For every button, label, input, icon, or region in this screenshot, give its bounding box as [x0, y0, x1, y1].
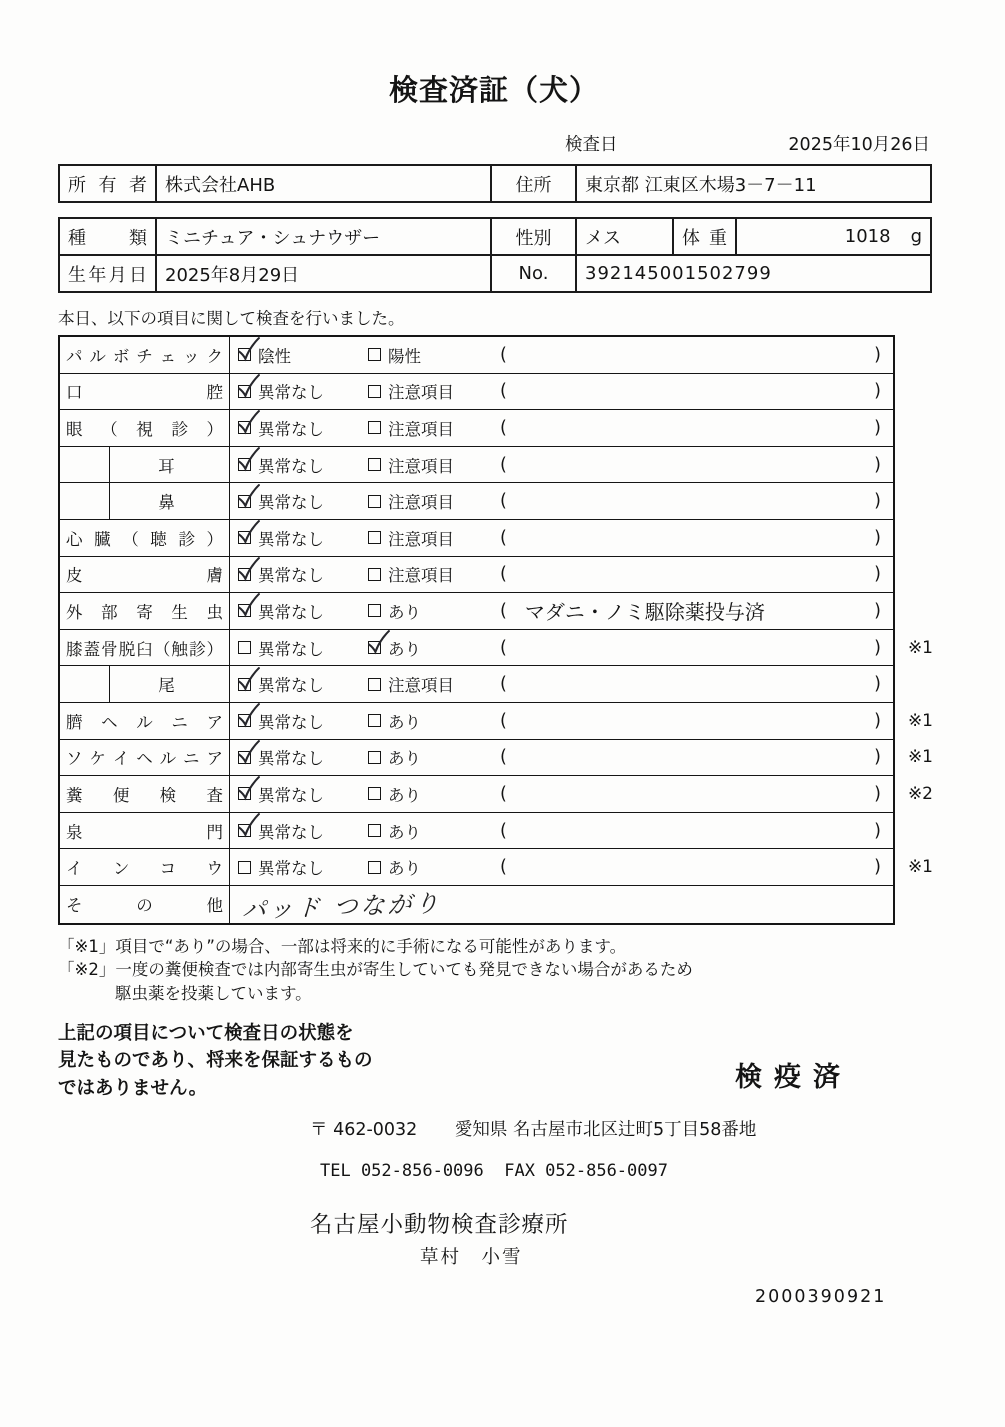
- label-indent-cell: [66, 483, 110, 519]
- option-label: 注意項目: [388, 566, 454, 586]
- open-paren: (: [500, 491, 507, 512]
- item-label-cell: [60, 447, 230, 483]
- label-indent-cell: [66, 666, 110, 702]
- comment-cell: [492, 520, 893, 556]
- owner-value: 株式会社AHB: [156, 165, 491, 202]
- item-label: イ ン コ ウ: [66, 859, 223, 879]
- checkbox-checked: [238, 531, 251, 544]
- option-label: あり: [388, 712, 421, 732]
- checklist-table: [58, 335, 933, 925]
- item-label-cell: [60, 520, 230, 556]
- check-option: [230, 410, 360, 446]
- checkbox-unchecked: [368, 531, 381, 544]
- disclaimer-and-stamp: [58, 1020, 930, 1102]
- disclaimer-text: [58, 1020, 373, 1102]
- close-paren: ): [874, 491, 881, 512]
- check-option: [360, 776, 492, 812]
- item-label: 外 部 寄 生 虫: [66, 602, 223, 622]
- item-label-cell: [60, 593, 230, 629]
- owner-label: 所 有 者: [68, 174, 147, 196]
- check-mark-icon: [235, 373, 262, 400]
- option-label: 異常なし: [258, 383, 324, 403]
- checkbox-unchecked: [368, 678, 381, 691]
- checklist-row: [60, 886, 893, 923]
- address-value: 東京都 江東区木場3－7－11: [576, 165, 931, 202]
- footnote-1: 「※1」項目で“あり”の場合、一部は将来的に手術になる可能性があります。: [58, 936, 627, 956]
- check-option: [360, 849, 492, 885]
- postal-code: 〒 462-0032: [310, 1119, 418, 1140]
- option-label: 異常なし: [258, 639, 324, 659]
- option-label: 異常なし: [258, 785, 324, 805]
- check-option: [360, 593, 492, 629]
- check-option: [230, 630, 360, 666]
- sex-label: 性別: [491, 218, 576, 255]
- birthdate-label: 生 年 月 日: [68, 264, 147, 286]
- checkbox-unchecked: [368, 714, 381, 727]
- disclaimer-line-3: ではありません。: [58, 1077, 208, 1099]
- checkbox-unchecked: [368, 604, 381, 617]
- checkbox-checked: [238, 385, 251, 398]
- check-option: [230, 593, 360, 629]
- owner-label-cell: [59, 165, 156, 202]
- item-label-cell: [60, 849, 230, 885]
- address-label: 住所: [491, 165, 576, 202]
- open-paren: (: [500, 710, 507, 731]
- comment-cell: [492, 374, 893, 410]
- checkbox-unchecked: [368, 824, 381, 837]
- check-option: [230, 447, 360, 483]
- item-label: 心 臓 （ 聴 診 ）: [66, 529, 223, 549]
- comment-text: マダニ・ノミ駆除薬投与済: [524, 600, 765, 625]
- option-label: 異常なし: [258, 529, 324, 549]
- comment-cell: [492, 337, 893, 373]
- option-label: 陽性: [388, 346, 421, 366]
- option-label: 注意項目: [388, 676, 454, 696]
- check-mark-icon: [235, 483, 262, 510]
- checkbox-checked: [368, 641, 381, 654]
- comment-cell: [492, 483, 893, 519]
- open-paren: (: [500, 454, 507, 475]
- open-paren: (: [500, 674, 507, 695]
- check-option: [230, 740, 360, 776]
- checklist-row: [60, 520, 893, 557]
- close-paren: ): [874, 600, 881, 621]
- owner-table: [58, 164, 932, 203]
- check-option: [230, 483, 360, 519]
- comment-cell: [492, 410, 893, 446]
- checkbox-unchecked: [368, 751, 381, 764]
- check-mark-icon: [365, 629, 392, 656]
- checklist-row: [60, 447, 893, 484]
- comment-cell: [492, 666, 893, 702]
- item-label-cell: [60, 666, 230, 702]
- footnote-reference: ※1: [907, 747, 933, 768]
- checklist-row: [60, 557, 893, 594]
- comment-cell: [492, 813, 893, 849]
- footnote-reference: ※1: [907, 637, 933, 658]
- checkbox-checked: [238, 604, 251, 617]
- check-option: [230, 666, 360, 702]
- handwritten-note: パッド つながり: [241, 888, 442, 925]
- weight-label-cell: [673, 218, 736, 255]
- checkbox-checked: [238, 714, 251, 727]
- check-mark-icon: [235, 812, 262, 839]
- option-label: 異常なし: [258, 676, 324, 696]
- checklist-row: [60, 374, 893, 411]
- open-paren: (: [500, 857, 507, 878]
- comment-cell: [492, 849, 893, 885]
- option-label: 注意項目: [388, 383, 454, 403]
- footnote-2-continued: 駆虫薬を投薬しています。: [115, 984, 312, 1004]
- breed-value: ミニチュア・シュナウザー: [156, 218, 491, 255]
- checkbox-checked: [238, 421, 251, 434]
- disclaimer-line-2: 見たものであり、将来を保証するもの: [58, 1050, 373, 1072]
- quarantine-passed-stamp: 検疫済: [735, 1061, 852, 1093]
- check-mark-icon: [235, 702, 262, 729]
- checkbox-unchecked: [368, 787, 381, 800]
- checkbox-unchecked: [238, 861, 251, 874]
- item-label: パ ル ボ チ ェ ッ ク: [66, 346, 223, 366]
- check-option: [360, 410, 492, 446]
- option-label: 注意項目: [388, 419, 454, 439]
- checkbox-unchecked: [368, 495, 381, 508]
- checklist-row: [60, 776, 933, 813]
- comment-cell: [492, 703, 893, 739]
- item-label-cell: [60, 813, 230, 849]
- check-option: [360, 520, 492, 556]
- clinic-name: 名古屋小動物検査診療所: [310, 1211, 569, 1238]
- check-option: [360, 666, 492, 702]
- breed-label-cell: [59, 218, 156, 255]
- item-label-cell: [60, 703, 230, 739]
- item-label: 膝 蓋 骨 脱 臼 （ 触 診 ）: [66, 639, 223, 659]
- checkbox-checked: [238, 678, 251, 691]
- footnote-reference: ※1: [907, 857, 933, 878]
- checkbox-unchecked: [368, 568, 381, 581]
- item-label: 眼 （ 視 診 ）: [66, 419, 223, 439]
- open-paren: (: [500, 637, 507, 658]
- option-label: 異常なし: [258, 493, 324, 513]
- check-option: [360, 374, 492, 410]
- close-paren: ): [874, 820, 881, 841]
- close-paren: ): [874, 527, 881, 548]
- comment-cell: [492, 776, 893, 812]
- checkbox-unchecked: [368, 458, 381, 471]
- clinic-telephone-line: TEL 052-856-0096 FAX 052-856-0097: [320, 1160, 668, 1181]
- check-option: [230, 374, 360, 410]
- item-label: 尾: [158, 676, 175, 696]
- sex-value: メス: [576, 218, 673, 255]
- item-label-cell: [60, 337, 230, 373]
- checklist-row: [60, 740, 933, 777]
- birthdate-label-cell: [59, 255, 156, 292]
- option-label: あり: [388, 785, 421, 805]
- serial-number: 2000390921: [755, 1286, 887, 1307]
- option-label: 異常なし: [258, 419, 324, 439]
- check-mark-icon: [235, 409, 262, 436]
- check-option: [360, 557, 492, 593]
- option-label: 異常なし: [258, 749, 324, 769]
- checkbox-unchecked: [368, 348, 381, 361]
- label-indent-cell: [66, 447, 110, 483]
- item-label: そ の 他: [66, 896, 223, 916]
- comment-cell: [492, 593, 893, 629]
- check-option: [230, 557, 360, 593]
- item-label: 皮 膚: [66, 566, 223, 586]
- comment-cell: [492, 447, 893, 483]
- inspection-date-row: [58, 131, 930, 156]
- checklist-row: [60, 337, 893, 374]
- check-mark-icon: [235, 739, 262, 766]
- disclaimer-line-1: 上記の項目について検査日の状態を: [58, 1023, 354, 1045]
- option-label: 注意項目: [388, 456, 454, 476]
- open-paren: (: [500, 344, 507, 365]
- checklist-row: [60, 666, 893, 703]
- option-label: 注意項目: [388, 493, 454, 513]
- item-label-cell: [60, 886, 230, 923]
- comment-cell: [492, 630, 893, 666]
- check-option: [360, 703, 492, 739]
- checklist-row: [60, 630, 933, 667]
- checkbox-checked: [238, 568, 251, 581]
- checkbox-checked: [238, 787, 251, 800]
- open-paren: (: [500, 564, 507, 585]
- close-paren: ): [874, 747, 881, 768]
- item-label-cell: [60, 557, 230, 593]
- checkbox-checked: [238, 495, 251, 508]
- close-paren: ): [874, 454, 881, 475]
- option-label: 異常なし: [258, 566, 324, 586]
- check-option: [360, 337, 492, 373]
- inspection-date-value: 2025年10月26日: [788, 135, 930, 155]
- option-label: あり: [388, 639, 421, 659]
- checklist-row: [60, 703, 933, 740]
- close-paren: ): [874, 344, 881, 365]
- item-label: 鼻: [158, 493, 175, 513]
- check-mark-icon: [235, 446, 262, 473]
- close-paren: ): [874, 381, 881, 402]
- checklist-row: [60, 813, 893, 850]
- item-label-cell: [60, 483, 230, 519]
- option-label: 異常なし: [258, 712, 324, 732]
- option-label: あり: [388, 822, 421, 842]
- weight-unit: g: [910, 226, 922, 247]
- close-paren: ): [874, 674, 881, 695]
- item-label-cell: [60, 374, 230, 410]
- option-label: 異常なし: [258, 602, 324, 622]
- checklist-row: [60, 849, 933, 886]
- close-paren: ): [874, 783, 881, 804]
- check-option: [230, 813, 360, 849]
- checkbox-checked: [238, 751, 251, 764]
- checkbox-unchecked: [238, 641, 251, 654]
- weight-value-cell: [736, 218, 931, 255]
- check-option: [360, 813, 492, 849]
- inspection-date-label: 検査日: [565, 135, 618, 155]
- number-value: 392145001502799: [576, 255, 931, 292]
- item-label: 糞 便 検 査: [66, 785, 223, 805]
- open-paren: (: [500, 600, 507, 621]
- close-paren: ): [874, 637, 881, 658]
- close-paren: ): [874, 857, 881, 878]
- comment-cell: [492, 740, 893, 776]
- item-label: ソ ケ イ ヘ ル ニ ア: [66, 749, 223, 769]
- option-label: 異常なし: [258, 822, 324, 842]
- check-option: [230, 849, 360, 885]
- open-paren: (: [500, 747, 507, 768]
- option-label: あり: [388, 859, 421, 879]
- item-label-cell: [60, 776, 230, 812]
- item-label: 泉 門: [66, 822, 223, 842]
- option-label: 陰性: [258, 346, 291, 366]
- option-label: 注意項目: [388, 529, 454, 549]
- item-label-cell: [60, 630, 230, 666]
- check-option: [360, 483, 492, 519]
- check-mark-icon: [235, 336, 262, 363]
- checkbox-checked: [238, 824, 251, 837]
- option-label: あり: [388, 602, 421, 622]
- animal-info-table: [58, 217, 932, 293]
- clinic-address: 愛知県 名古屋市北区辻町5丁目58番地: [454, 1119, 757, 1140]
- open-paren: (: [500, 417, 507, 438]
- item-label: 臍 ヘ ル ニ ア: [66, 712, 223, 732]
- check-option: [230, 520, 360, 556]
- footnote-reference: ※1: [907, 710, 933, 731]
- comment-cell: [492, 557, 893, 593]
- close-paren: ): [874, 564, 881, 585]
- birthdate-value: 2025年8月29日: [156, 255, 491, 292]
- check-option: [360, 740, 492, 776]
- close-paren: ): [874, 710, 881, 731]
- check-option: [230, 703, 360, 739]
- check-mark-icon: [235, 519, 262, 546]
- item-label: 耳: [158, 456, 175, 476]
- checkbox-unchecked: [368, 385, 381, 398]
- checklist-row: [60, 410, 893, 447]
- open-paren: (: [500, 820, 507, 841]
- checklist-row: [60, 483, 893, 520]
- item-label-cell: [60, 410, 230, 446]
- clinic-address-line: [58, 1116, 930, 1141]
- breed-label: 種 類: [68, 227, 147, 249]
- check-mark-icon: [235, 556, 262, 583]
- open-paren: (: [500, 527, 507, 548]
- weight-label: 体 重: [682, 227, 727, 249]
- checkbox-checked: [238, 348, 251, 361]
- footnotes: [58, 935, 930, 1007]
- staff-name: 草村 小雪: [420, 1246, 523, 1268]
- open-paren: (: [500, 381, 507, 402]
- checkbox-unchecked: [368, 421, 381, 434]
- checkbox-checked: [238, 458, 251, 471]
- option-label: 異常なし: [258, 456, 324, 476]
- check-mark-icon: [235, 592, 262, 619]
- footnote-2: 「※2」一度の糞便検査では内部寄生虫が寄生していても発見できない場合があるため: [58, 960, 693, 980]
- weight-value: 1018: [844, 226, 891, 247]
- number-label: No.: [491, 255, 576, 292]
- intro-text: 本日、以下の項目に関して検査を行いました。: [58, 309, 405, 328]
- item-label: 口 腔: [66, 383, 223, 403]
- option-label: 異常なし: [258, 859, 324, 879]
- checkbox-unchecked: [368, 861, 381, 874]
- check-mark-icon: [235, 775, 262, 802]
- checklist-row: [60, 593, 893, 630]
- item-label-cell: [60, 740, 230, 776]
- check-mark-icon: [235, 666, 262, 693]
- open-paren: (: [500, 783, 507, 804]
- check-option: [360, 630, 492, 666]
- check-option: [360, 447, 492, 483]
- check-option: [230, 776, 360, 812]
- close-paren: ): [874, 417, 881, 438]
- option-label: あり: [388, 749, 421, 769]
- footnote-reference: ※2: [907, 783, 933, 804]
- document-title: 検査済証（犬）: [388, 73, 599, 107]
- check-option: [230, 337, 360, 373]
